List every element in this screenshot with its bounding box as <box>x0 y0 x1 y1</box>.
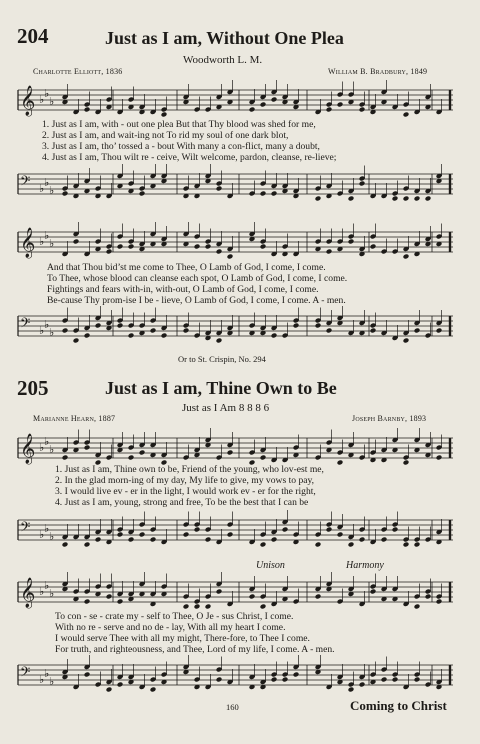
hymn-205-tune: Just as I Am 8 8 8 6 <box>182 402 270 414</box>
hymn-205-author: Marianne Hearn, 1887 <box>33 414 116 423</box>
note-head <box>348 542 355 548</box>
flat-icon: ♭ <box>44 667 50 680</box>
treble-clef-icon: 𝄞 <box>20 86 36 116</box>
verse-line-2: 2. Just as I am, and wait-ing not To rid my soul of one dark blot, <box>42 130 289 141</box>
note-head <box>315 542 322 548</box>
note-head <box>183 328 190 334</box>
note-head <box>216 186 223 192</box>
note-head <box>381 537 388 543</box>
note-head <box>84 107 91 113</box>
note-head <box>315 196 322 202</box>
note-head <box>260 102 267 108</box>
bass-clef-icon: 𝄢 <box>20 664 31 683</box>
flat-icon: ♭ <box>44 318 50 331</box>
note-head <box>326 328 333 334</box>
note-head <box>205 244 212 250</box>
note-head <box>62 455 69 461</box>
note-head <box>117 244 124 250</box>
hymn-204-treble-staff-2 <box>17 222 454 262</box>
note-head <box>403 542 410 548</box>
flat-icon: ♭ <box>44 229 50 242</box>
note-head <box>370 328 377 334</box>
flat-icon: ♭ <box>39 93 45 106</box>
note-head <box>403 338 410 344</box>
note-head <box>370 589 377 595</box>
note-head <box>414 542 421 548</box>
note-head <box>117 323 124 329</box>
note-head <box>348 687 355 693</box>
flat-icon: ♭ <box>44 176 50 189</box>
verse-line-3: 3. I would live ev - er in the light, I would work ev - er for the right, <box>55 486 316 497</box>
flat-icon: ♭ <box>49 443 55 456</box>
treble-staff-lines <box>17 428 454 468</box>
note-head <box>128 455 135 461</box>
note-head <box>139 532 146 538</box>
note-head <box>282 677 289 683</box>
note-head <box>260 191 267 197</box>
hymn-204-author: Charlotte Elliott, 1836 <box>33 67 123 76</box>
hymn-204-alternate-tune: Or to St. Crispin, No. 294 <box>178 354 266 364</box>
note-head <box>392 527 399 533</box>
note-head <box>95 537 102 543</box>
note-head <box>348 239 355 245</box>
flat-icon: ♭ <box>39 585 45 598</box>
hymn-205-title: Just as I am, Thine Own to Be <box>105 378 337 398</box>
note-head <box>227 254 234 260</box>
verse-line-3: 3. Just as I am, tho’ tossed a - bout With many a con-flict, many a doubt, <box>42 141 320 152</box>
hymn-204-bass-staff-1 <box>17 164 454 204</box>
note-head <box>117 599 124 605</box>
note-head <box>315 323 322 329</box>
note-head <box>194 244 201 250</box>
note-head <box>271 97 278 103</box>
treble-clef-icon: 𝄞 <box>20 578 36 608</box>
note-head <box>150 687 157 693</box>
hymn-204-number: 204 <box>17 24 49 48</box>
note-head <box>326 107 333 113</box>
treble-staff-lines <box>17 572 454 612</box>
note-head <box>359 537 366 543</box>
verse-line-4: Be-cause Thy prom-ise I be - lieve, O Lamb of God, I come, I come. A - men. <box>47 295 346 306</box>
note-head <box>326 527 333 533</box>
note-head <box>106 687 113 693</box>
note-head <box>216 338 223 344</box>
section-title: Coming to Christ <box>350 698 447 713</box>
note-head <box>161 333 168 339</box>
verse-line-1: To con - se - crate my - self to Thee, O Je - sus Christ, I come. <box>55 611 294 622</box>
note-head <box>414 328 421 334</box>
note-head <box>414 196 421 202</box>
note-head <box>293 323 300 329</box>
flat-icon: ♭ <box>39 324 45 337</box>
hymn-204-verses-system-1 <box>42 119 452 163</box>
treble-clef-icon: 𝄞 <box>20 434 36 464</box>
verse-line-1: 1. Just as I am, with - out one plea But that Thy blood was shed for me, <box>42 119 316 130</box>
flat-icon: ♭ <box>44 435 50 448</box>
note-head <box>359 107 366 113</box>
verse-line-2: To Thee, whose blood can cleanse each spot, O Lamb of God, I come, I come. <box>47 273 348 284</box>
note-head <box>425 594 432 600</box>
flat-icon: ♭ <box>39 441 45 454</box>
note-head <box>436 599 443 605</box>
hymn-204-verses-system-2 <box>47 262 457 306</box>
note-head <box>106 249 113 255</box>
bass-clef-icon: 𝄢 <box>20 315 31 334</box>
bass-clef-icon: 𝄢 <box>20 519 31 538</box>
note-head <box>337 532 344 538</box>
unison-marking: Unison <box>256 560 285 571</box>
note-head <box>73 239 80 245</box>
note-head <box>425 196 432 202</box>
note-head <box>95 323 102 329</box>
note-head <box>227 450 234 456</box>
note-head <box>293 672 300 678</box>
note-head <box>348 196 355 202</box>
note-head <box>194 527 201 533</box>
flat-icon: ♭ <box>39 673 45 686</box>
hymn-205-treble-staff-1 <box>17 428 454 468</box>
note-head <box>150 328 157 334</box>
note-head <box>403 112 410 118</box>
bass-staff-lines <box>17 510 454 550</box>
note-head <box>414 604 421 610</box>
note-head <box>359 682 366 688</box>
note-head <box>117 532 124 538</box>
flat-icon: ♭ <box>49 675 55 688</box>
note-head <box>117 682 124 688</box>
note-head <box>84 672 91 678</box>
note-head <box>194 604 201 610</box>
hymn-204-bass-staff-2 <box>17 306 454 346</box>
note-head <box>414 677 421 683</box>
note-head <box>359 181 366 187</box>
harmony-marking: Harmony <box>346 560 384 571</box>
note-head <box>183 604 190 610</box>
verse-line-4: 4. Just as I am, Thou wilt re - ceive, Wilt welcome, pardon, cleanse, re-lieve; <box>42 152 337 163</box>
flat-icon: ♭ <box>39 235 45 248</box>
note-head <box>216 677 223 683</box>
note-head <box>73 338 80 344</box>
hymn-204-treble-staff-1 <box>17 80 454 120</box>
note-head <box>128 244 135 250</box>
verse-line-4: For truth, and righteousness, and Thee, Lord of my life, I come. A - men. <box>55 644 335 655</box>
note-head <box>249 594 256 600</box>
verse-line-1: 1. Just as I am, Thine own to be, Friend of the young, who lov-est me, <box>55 464 324 475</box>
verse-line-3: Fightings and fears with-in, with-out, O Lamb of God, I come, I come. <box>47 284 319 295</box>
hymn-205-bass-staff-2 <box>17 655 454 695</box>
note-head <box>161 112 168 118</box>
note-head <box>436 455 443 461</box>
verse-line-2: 2. In the glad morn-ing of my day, My life to give, my vows to pay, <box>55 475 315 486</box>
note-head <box>260 455 267 461</box>
flat-icon: ♭ <box>44 87 50 100</box>
note-head <box>381 677 388 683</box>
hymn-205-composer: Joseph Barnby, 1893 <box>352 414 427 423</box>
flat-icon: ♭ <box>49 184 55 197</box>
note-head <box>271 191 278 197</box>
note-head <box>84 445 91 451</box>
note-head <box>139 191 146 197</box>
bass-staff-lines <box>17 306 454 346</box>
note-head <box>271 537 278 543</box>
hymn-205-verses-system-1 <box>55 464 465 508</box>
page-number: 160 <box>226 702 239 712</box>
note-head <box>436 328 443 334</box>
hymn-205-verses-system-2 <box>55 611 465 655</box>
note-head <box>84 542 91 548</box>
flat-icon: ♭ <box>44 522 50 535</box>
note-head <box>62 542 69 548</box>
note-head <box>205 537 212 543</box>
note-head <box>106 594 113 600</box>
verse-line-3: I would serve Thee with all my might, There-fore, to Thee I come. <box>55 633 310 644</box>
flat-icon: ♭ <box>49 95 55 108</box>
note-head <box>150 537 157 543</box>
note-head <box>403 254 410 260</box>
verse-line-4: 4. Just as I am, young, strong and free, To be the best that I can be <box>55 497 309 508</box>
note-head <box>271 333 278 339</box>
treble-clef-icon: 𝄞 <box>20 228 36 258</box>
hymn-205-treble-staff-2 <box>17 572 454 612</box>
flat-icon: ♭ <box>49 326 55 339</box>
note-head <box>183 532 190 538</box>
note-head <box>326 249 333 255</box>
note-head <box>216 249 223 255</box>
note-head <box>282 527 289 533</box>
flat-icon: ♭ <box>39 182 45 195</box>
note-head <box>62 328 69 334</box>
flat-icon: ♭ <box>49 530 55 543</box>
bass-clef-icon: 𝄢 <box>20 173 31 192</box>
note-head <box>62 191 69 197</box>
hymn-205-number: 205 <box>17 376 49 400</box>
note-head <box>392 196 399 202</box>
note-head <box>216 589 223 595</box>
flat-icon: ♭ <box>44 579 50 592</box>
note-head <box>315 594 322 600</box>
note-head <box>403 196 410 202</box>
hymn-204-composer: William B. Bradbury, 1849 <box>328 67 428 76</box>
bass-staff-lines <box>17 655 454 695</box>
note-head <box>249 107 256 113</box>
flat-icon: ♭ <box>39 528 45 541</box>
note-head <box>227 532 234 538</box>
hymn-204-tune: Woodworth L. M. <box>183 54 263 66</box>
note-head <box>392 677 399 683</box>
note-head <box>260 542 267 548</box>
note-head <box>128 537 135 543</box>
verse-line-1: And that Thou bid’st me come to Thee, O Lamb of God, I come, I come. <box>47 262 326 273</box>
hymn-204-title: Just as I am, Without One Plea <box>105 28 344 48</box>
note-head <box>128 333 135 339</box>
bass-staff-lines <box>17 164 454 204</box>
note-head <box>260 244 267 250</box>
note-head <box>84 599 91 605</box>
note-head <box>84 333 91 339</box>
note-head <box>205 604 212 610</box>
verse-line-2: With no re - serve and no de - lay, With all my heart I come. <box>55 622 286 633</box>
note-head <box>370 244 377 250</box>
note-head <box>337 102 344 108</box>
note-head <box>271 677 278 683</box>
hymn-205-bass-staff-1 <box>17 510 454 550</box>
flat-icon: ♭ <box>49 587 55 600</box>
flat-icon: ♭ <box>49 237 55 250</box>
treble-staff-lines <box>17 80 454 120</box>
note-head <box>139 450 146 456</box>
treble-staff-lines <box>17 222 454 262</box>
note-head <box>260 604 267 610</box>
